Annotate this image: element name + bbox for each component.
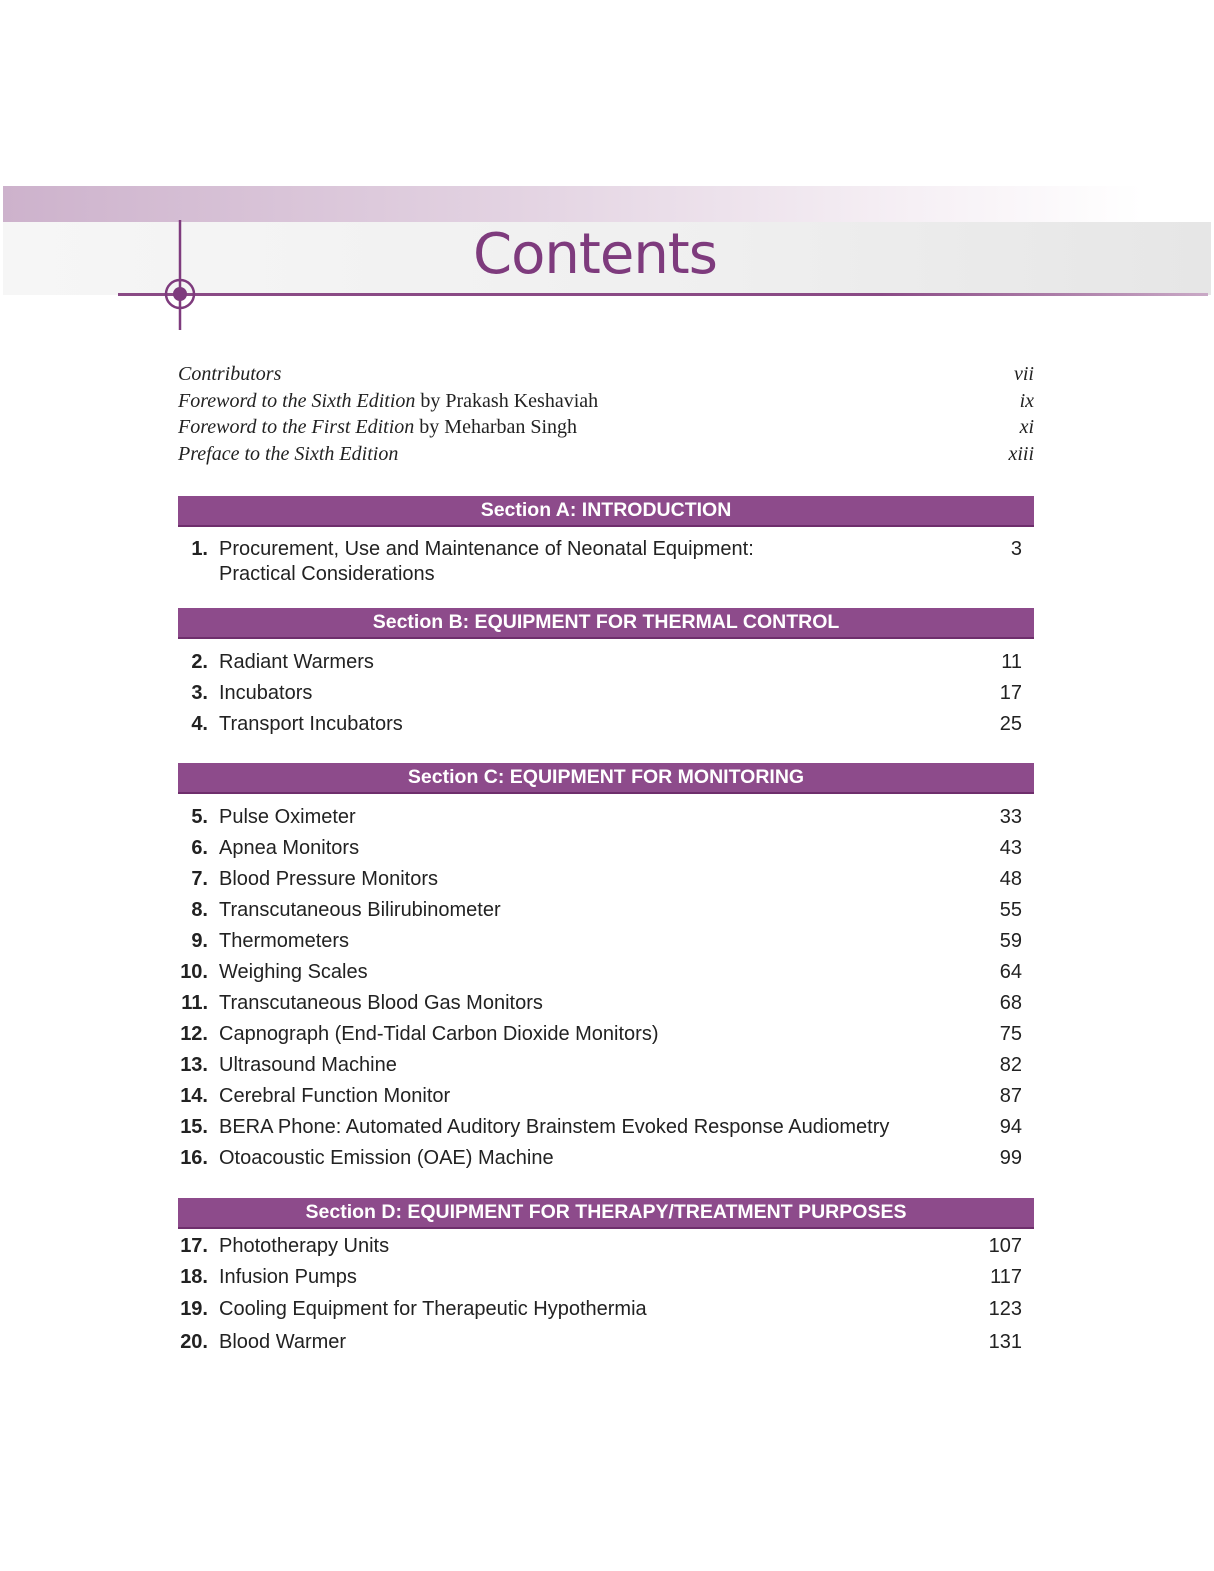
entry-page: 68 <box>999 992 1022 1014</box>
entry-title: Ultrasound Machine <box>219 1054 397 1076</box>
entry-number: 4. <box>191 713 208 735</box>
entry-title: Transcutaneous Blood Gas Monitors <box>219 992 543 1014</box>
section-b-entries <box>178 650 1034 743</box>
toc-entry[interactable] <box>178 836 1034 867</box>
entry-number: 6. <box>191 837 208 859</box>
toc-entry[interactable] <box>178 991 1034 1022</box>
entry-number: 5. <box>191 806 208 828</box>
entry-number: 15. <box>180 1116 208 1138</box>
toc-entry[interactable] <box>178 1022 1034 1053</box>
front-matter-row[interactable] <box>178 414 1034 441</box>
entry-title: Weighing Scales <box>219 961 368 983</box>
entry-title: BERA Phone: Automated Auditory Brainstem Evoked Response Audiometry <box>219 1116 890 1138</box>
entry-number: 3. <box>191 682 208 704</box>
entry-page: 25 <box>999 713 1022 735</box>
entry-title: Phototherapy Units <box>219 1235 390 1257</box>
entry-page: 75 <box>999 1023 1022 1045</box>
front-matter-title: Foreword to the First Edition by Meharban Singh <box>178 416 578 438</box>
toc-entry[interactable] <box>178 681 1034 712</box>
entry-number: 1. <box>191 538 208 560</box>
front-matter-title: Contributors <box>178 363 282 385</box>
entry-title: Infusion Pumps <box>219 1266 357 1288</box>
entry-number: 14. <box>180 1085 208 1107</box>
entry-number: 11. <box>181 992 208 1014</box>
entry-number: 13. <box>180 1054 208 1076</box>
toc-entry[interactable] <box>178 960 1034 991</box>
entry-number: 9. <box>191 930 208 952</box>
entry-number: 12. <box>180 1023 208 1045</box>
entry-number: 20. <box>180 1331 208 1353</box>
section-a-entries <box>178 537 1034 587</box>
toc-entry[interactable] <box>178 805 1034 836</box>
front-matter-page: vii <box>1014 363 1034 385</box>
entry-title: Transport Incubators <box>219 713 403 735</box>
front-matter-row[interactable] <box>178 388 1034 415</box>
entry-page: 94 <box>999 1116 1022 1138</box>
entry-title: Apnea Monitors <box>219 837 360 859</box>
front-matter-list <box>178 361 1034 467</box>
entry-number: 18. <box>180 1266 208 1288</box>
toc-entry[interactable] <box>178 867 1034 898</box>
toc-entry[interactable] <box>178 712 1034 743</box>
entry-title: Thermometers <box>219 930 350 952</box>
front-matter-page: xiii <box>1008 442 1034 465</box>
entry-title: Cooling Equipment for Therapeutic Hypothermia <box>219 1298 647 1320</box>
entry-page: 59 <box>999 930 1022 952</box>
front-matter-title: Preface to the Sixth Edition <box>178 442 399 465</box>
toc-entry[interactable] <box>178 537 1034 587</box>
header-band-top <box>3 186 1143 222</box>
entry-title: Cerebral Function Monitor <box>219 1085 451 1107</box>
section-a-header: Section A: INTRODUCTION <box>178 496 1034 527</box>
entry-title: Transcutaneous Bilirubinometer <box>219 899 501 921</box>
entry-page: 48 <box>999 868 1022 890</box>
section-d-header: Section D: EQUIPMENT FOR THERAPY/TREATMENT PURPOSES <box>178 1198 1034 1229</box>
entry-title: Radiant Warmers <box>219 651 374 673</box>
front-matter-page: xi <box>1019 416 1034 438</box>
entry-number: 17. <box>180 1235 208 1257</box>
entry-page: 43 <box>999 837 1022 859</box>
front-matter-row[interactable] <box>178 361 1034 388</box>
toc-entry[interactable] <box>178 1234 1034 1265</box>
header-rule <box>118 293 1208 296</box>
toc-entry[interactable] <box>178 1084 1034 1115</box>
toc-entry[interactable] <box>178 650 1034 681</box>
entry-page: 123 <box>988 1298 1022 1320</box>
entry-page: 11 <box>1001 651 1022 673</box>
entry-page: 87 <box>999 1085 1022 1107</box>
entry-page: 131 <box>988 1331 1022 1353</box>
entry-page: 64 <box>999 961 1022 983</box>
toc-entry[interactable] <box>178 929 1034 960</box>
entry-number: 16. <box>180 1147 208 1169</box>
entry-number: 19. <box>180 1298 208 1320</box>
section-c-header: Section C: EQUIPMENT FOR MONITORING <box>178 763 1034 794</box>
front-matter-row[interactable] <box>178 441 1034 468</box>
toc-entry[interactable] <box>178 1330 1034 1361</box>
entry-title: Procurement, Use and Maintenance of Neonatal Equipment: Practical Considerations <box>219 538 754 585</box>
entry-number: 10. <box>180 961 208 983</box>
section-d-entries <box>178 1234 1034 1361</box>
front-matter-page: ix <box>1019 389 1034 412</box>
section-b-header: Section B: EQUIPMENT FOR THERMAL CONTROL <box>178 608 1034 639</box>
entry-page: 17 <box>999 682 1022 704</box>
entry-page: 55 <box>999 899 1022 921</box>
page-title: Contents <box>473 222 717 287</box>
toc-entry[interactable] <box>178 1146 1034 1177</box>
entry-title: Capnograph (End-Tidal Carbon Dioxide Monitors) <box>219 1023 659 1045</box>
toc-entry[interactable] <box>178 1115 1034 1146</box>
entry-page: 107 <box>988 1235 1022 1257</box>
entry-page: 99 <box>999 1147 1022 1169</box>
entry-title: Blood Warmer <box>219 1331 347 1353</box>
toc-entry[interactable] <box>178 1053 1034 1084</box>
entry-title: Incubators <box>219 682 313 704</box>
toc-entry[interactable] <box>178 898 1034 929</box>
entry-page: 33 <box>999 806 1022 828</box>
entry-number: 7. <box>191 868 208 890</box>
entry-title: Pulse Oximeter <box>219 806 356 828</box>
toc-entry[interactable] <box>178 1297 1034 1330</box>
toc-entry[interactable] <box>178 1265 1034 1297</box>
entry-title: Otoacoustic Emission (OAE) Machine <box>219 1147 554 1169</box>
section-c-entries <box>178 805 1034 1177</box>
entry-number: 8. <box>191 899 208 921</box>
entry-title: Blood Pressure Monitors <box>219 868 438 890</box>
front-matter-title: Foreword to the Sixth Edition by Prakash Keshaviah <box>178 389 599 412</box>
entry-page: 117 <box>990 1266 1022 1288</box>
entry-number: 2. <box>191 651 208 673</box>
entry-page: 82 <box>999 1054 1022 1076</box>
entry-page: 3 <box>1010 538 1022 560</box>
